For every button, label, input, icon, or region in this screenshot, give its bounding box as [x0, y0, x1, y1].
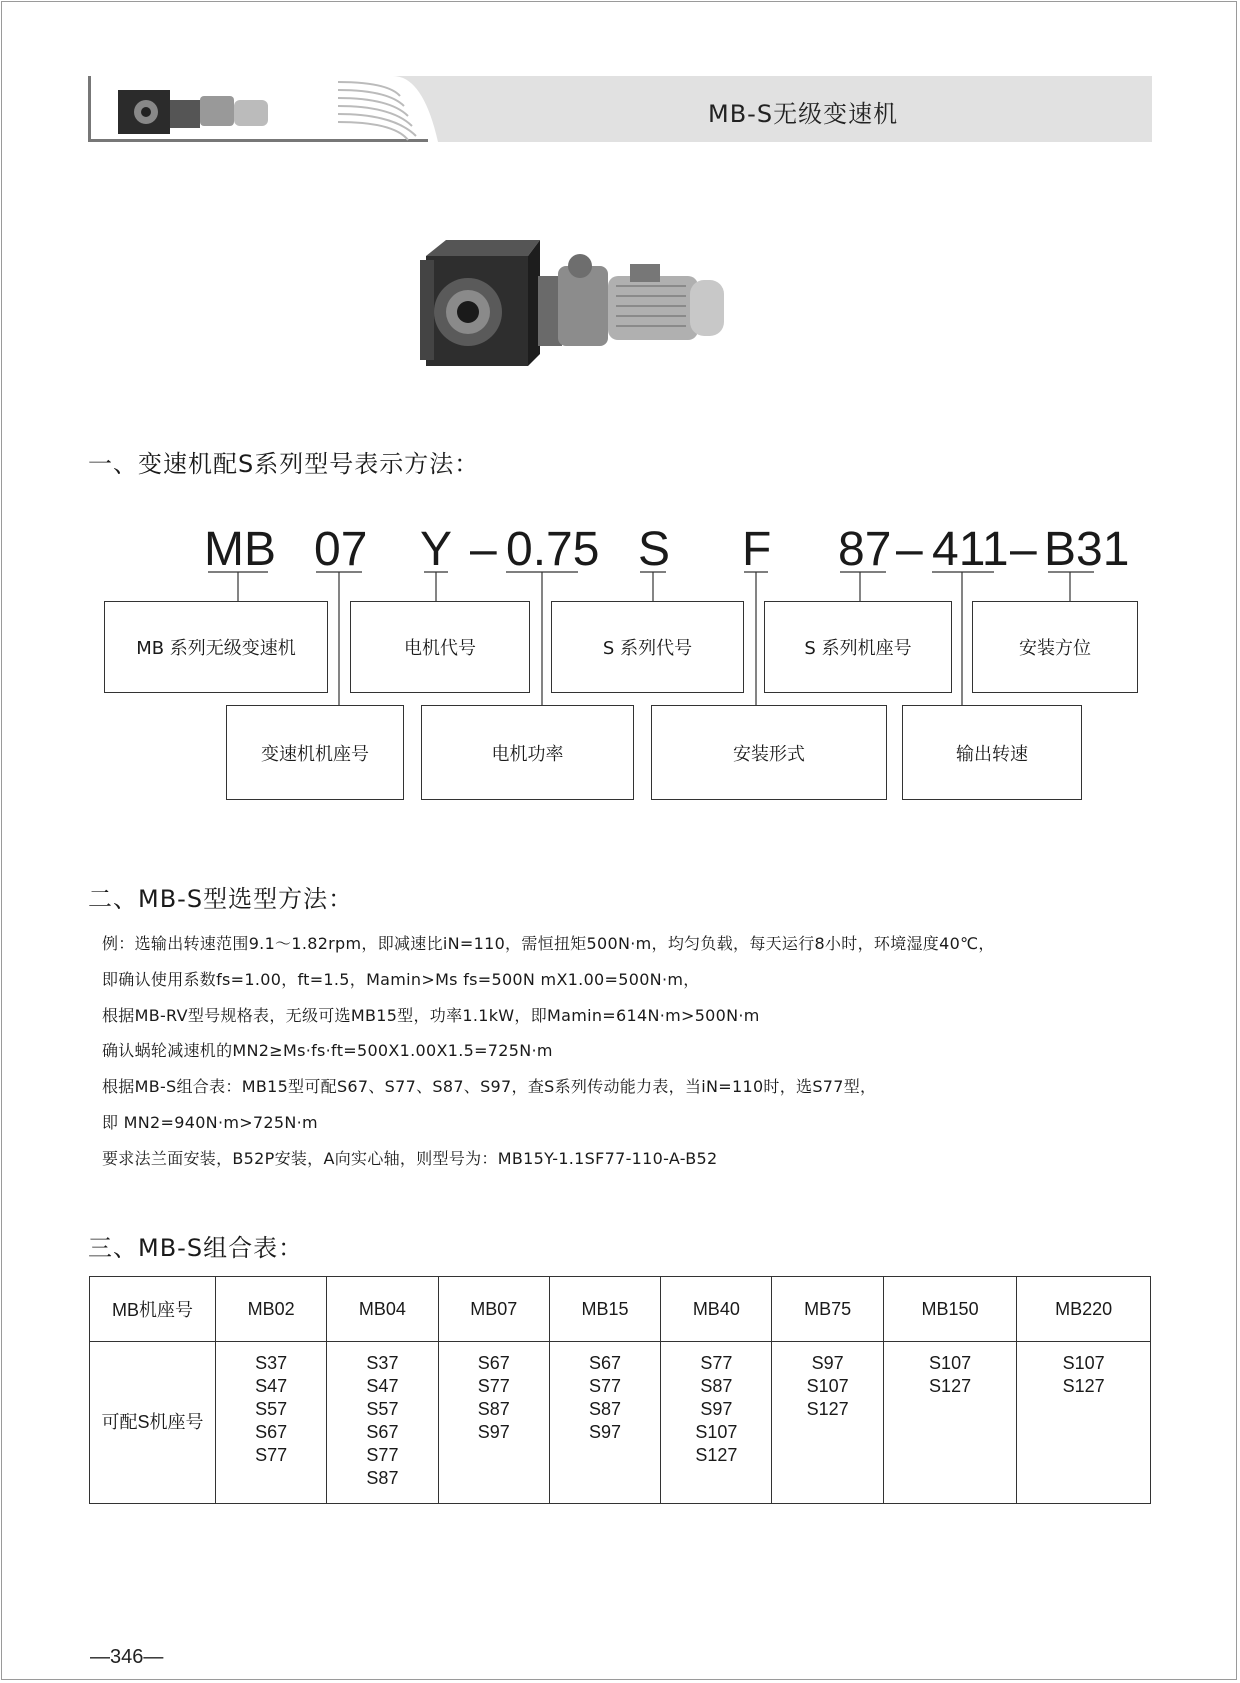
s-list-cell — [438, 1342, 549, 1504]
s-item: S77 — [477, 1376, 510, 1396]
s-item: S37 — [255, 1353, 288, 1373]
gearbox-thumbnail-icon — [114, 82, 334, 138]
s-item: S67 — [477, 1353, 510, 1373]
label-s-series-frame: S 系列机座号 — [764, 601, 952, 693]
combination-table — [89, 1276, 1151, 1504]
s-item: S107 — [929, 1353, 972, 1373]
code-series: S — [638, 523, 671, 576]
s-list-cell — [216, 1342, 327, 1504]
s-item: S77 — [700, 1353, 733, 1373]
s-item: S127 — [806, 1399, 849, 1419]
s-list-cell — [327, 1342, 438, 1504]
example-line: 确认蜗轮减速机的MN2≥Ms·fs·ft=500X1.00X1.5=725N·m — [102, 1041, 553, 1060]
s-item: S87 — [366, 1468, 399, 1488]
section3-title: 三、MB-S组合表： — [88, 1234, 304, 1262]
row-label-cell: 可配S机座号 — [90, 1342, 216, 1504]
header-cell-mb: MB40 — [661, 1277, 772, 1342]
s-item: S67 — [589, 1353, 622, 1373]
s-item: S67 — [255, 1422, 288, 1442]
s-item: S87 — [589, 1399, 622, 1419]
code-power: 0.75 — [506, 523, 600, 576]
product-photo — [420, 236, 740, 386]
label-mount-type: 安装形式 — [651, 705, 887, 800]
s-item: S97 — [700, 1399, 733, 1419]
header-cell-mb: MB75 — [772, 1277, 883, 1342]
code-speed: 411 — [932, 523, 1009, 576]
s-item: S77 — [589, 1376, 622, 1396]
s-item: S107 — [695, 1422, 738, 1442]
s-item: S37 — [366, 1353, 399, 1373]
table-row — [90, 1342, 1151, 1504]
header-cell-mb: MB15 — [549, 1277, 660, 1342]
code-dash: – — [896, 523, 923, 576]
s-item: S127 — [695, 1445, 738, 1465]
header-cell-mb: MB04 — [327, 1277, 438, 1342]
example-line: 根据MB-S组合表：MB15型可配S67、S77、S87、S97，查S系列传动能力表，当iN=110时，选S77型， — [102, 1077, 877, 1096]
s-item: S97 — [811, 1353, 844, 1373]
header-cell-mb: MB07 — [438, 1277, 549, 1342]
s-item: S77 — [255, 1445, 288, 1465]
s-item: S127 — [1062, 1376, 1105, 1396]
s-item: S107 — [1062, 1353, 1105, 1373]
s-list-cell — [883, 1342, 1017, 1504]
page-number: —346— — [90, 1646, 164, 1668]
label-output-speed: 输出转速 — [902, 705, 1082, 800]
table-header-row — [90, 1277, 1151, 1342]
code-s-frame: 87 — [838, 523, 892, 576]
s-list-cell — [772, 1342, 883, 1504]
code-position: B31 — [1044, 523, 1130, 576]
page-header — [88, 76, 1152, 142]
section2-title: 二、MB-S型选型方法： — [88, 885, 354, 913]
s-item: S57 — [255, 1399, 288, 1419]
s-list-cell — [661, 1342, 772, 1504]
s-item: S57 — [366, 1399, 399, 1419]
label-mb-series: MB 系列无级变速机 — [104, 601, 328, 693]
s-item: S67 — [366, 1422, 399, 1442]
example-line: 要求法兰面安装，B52P安装，A向实心轴，则型号为：MB15Y-1.1SF77-110-A-B52 — [102, 1149, 718, 1168]
s-item: S77 — [366, 1445, 399, 1465]
s-list-cell — [1017, 1342, 1151, 1504]
header-cell-mb: MB02 — [216, 1277, 327, 1342]
s-item: S107 — [806, 1376, 849, 1396]
code-frame: 07 — [314, 523, 368, 576]
label-motor-code: 电机代号 — [350, 601, 530, 693]
s-item: S97 — [477, 1422, 510, 1442]
s-item: S47 — [366, 1376, 399, 1396]
section1-title: 一、变速机配S系列型号表示方法： — [88, 450, 480, 478]
label-reducer-frame: 变速机机座号 — [226, 705, 404, 800]
label-s-series-code: S 系列代号 — [551, 601, 744, 693]
s-item: S87 — [700, 1376, 733, 1396]
example-line: 即 MN2=940N·m>725N·m — [102, 1113, 318, 1132]
s-item: S127 — [929, 1376, 972, 1396]
code-dash: – — [470, 523, 497, 576]
header-cell-mb: MB220 — [1017, 1277, 1151, 1342]
label-mount-position: 安装方位 — [972, 601, 1138, 693]
label-motor-power: 电机功率 — [421, 705, 634, 800]
header-cell-mb: MB150 — [883, 1277, 1017, 1342]
code-mount-type: F — [742, 523, 772, 576]
s-list-cell — [549, 1342, 660, 1504]
page-title: MB-S无级变速机 — [708, 100, 899, 128]
header-cell-label: MB机座号 — [90, 1277, 216, 1342]
code-mb: MB — [204, 523, 276, 576]
example-line: 即确认使用系数fs=1.00，ft=1.5，Mamin>Ms fs=500N mX1.00=500N·m， — [102, 970, 700, 989]
example-line: 根据MB-RV型号规格表，无级可选MB15型，功率1.1kW，即Mamin=614N·m>500N·m — [102, 1006, 760, 1025]
s-item: S47 — [255, 1376, 288, 1396]
example-line: 例：选输出转速范围9.1～1.82rpm，即减速比iN=110，需恒扭矩500N·m，均匀负载，每天运行8小时，环境湿度40℃， — [102, 934, 995, 953]
s-item: S87 — [477, 1399, 510, 1419]
code-dash: – — [1010, 523, 1037, 576]
s-item: S97 — [589, 1422, 622, 1442]
code-motor: Y — [420, 523, 453, 576]
